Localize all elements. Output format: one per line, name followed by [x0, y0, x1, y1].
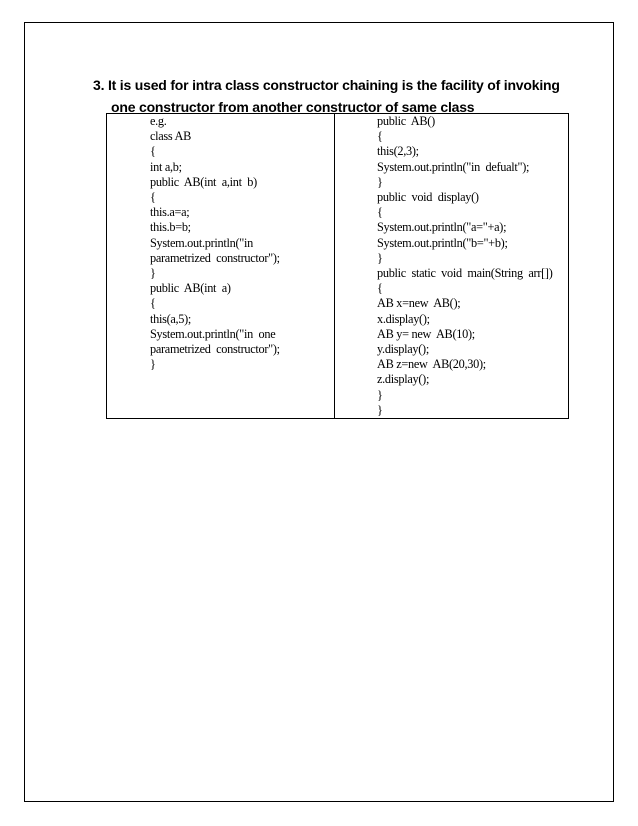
code-line: public static void main(String arr[]) — [377, 266, 553, 281]
code-line: AB y= new AB(10); — [377, 326, 475, 341]
code-line: } — [377, 387, 383, 402]
code-line: z.display(); — [377, 372, 430, 387]
code-line: { — [377, 129, 383, 144]
code-line: System.out.println("in — [150, 235, 253, 250]
code-line: this(2,3); — [377, 144, 419, 159]
code-line: } — [377, 402, 383, 417]
code-line: AB x=new AB(); — [377, 296, 461, 311]
code-line: class AB — [150, 129, 191, 144]
heading-line-1: 3. It is used for intra class constructor chaining is the facility of invoking — [93, 77, 560, 93]
code-line: System.out.println("a="+a); — [377, 220, 507, 235]
code-line: { — [150, 190, 156, 205]
code-line: { — [377, 281, 383, 296]
code-line: AB z=new AB(20,30); — [377, 357, 486, 372]
code-line: System.out.println("in defualt"); — [377, 159, 530, 174]
code-column-left — [107, 114, 335, 418]
heading-line-2: one constructor from another constructor of same class — [111, 99, 475, 115]
code-line: System.out.println("in one — [150, 326, 276, 341]
code-line: { — [150, 296, 156, 311]
code-line: this.a=a; — [150, 205, 190, 220]
code-line: { — [377, 205, 383, 220]
code-column-right — [335, 114, 568, 418]
code-line: public AB(int a,int b) — [150, 174, 257, 189]
code-line: x.display(); — [377, 311, 430, 326]
code-line: parametrized constructor"); — [150, 250, 280, 265]
code-line: } — [150, 357, 156, 372]
code-line: this.b=b; — [150, 220, 191, 235]
code-line: e.g. — [150, 114, 167, 128]
code-line: } — [377, 250, 383, 265]
code-line: this(a,5); — [150, 311, 192, 326]
code-line: int a,b; — [150, 159, 182, 174]
code-example-table — [106, 113, 569, 419]
code-line: { — [150, 144, 156, 159]
code-line: public AB(int a) — [150, 281, 231, 296]
code-line: public AB() — [377, 114, 435, 128]
code-line: public void display() — [377, 190, 479, 205]
section-heading — [93, 74, 563, 118]
code-line: parametrized constructor"); — [150, 342, 280, 357]
code-line: System.out.println("b="+b); — [377, 235, 508, 250]
code-line: y.display(); — [377, 342, 429, 357]
code-line: } — [150, 266, 156, 281]
code-line: } — [377, 174, 383, 189]
